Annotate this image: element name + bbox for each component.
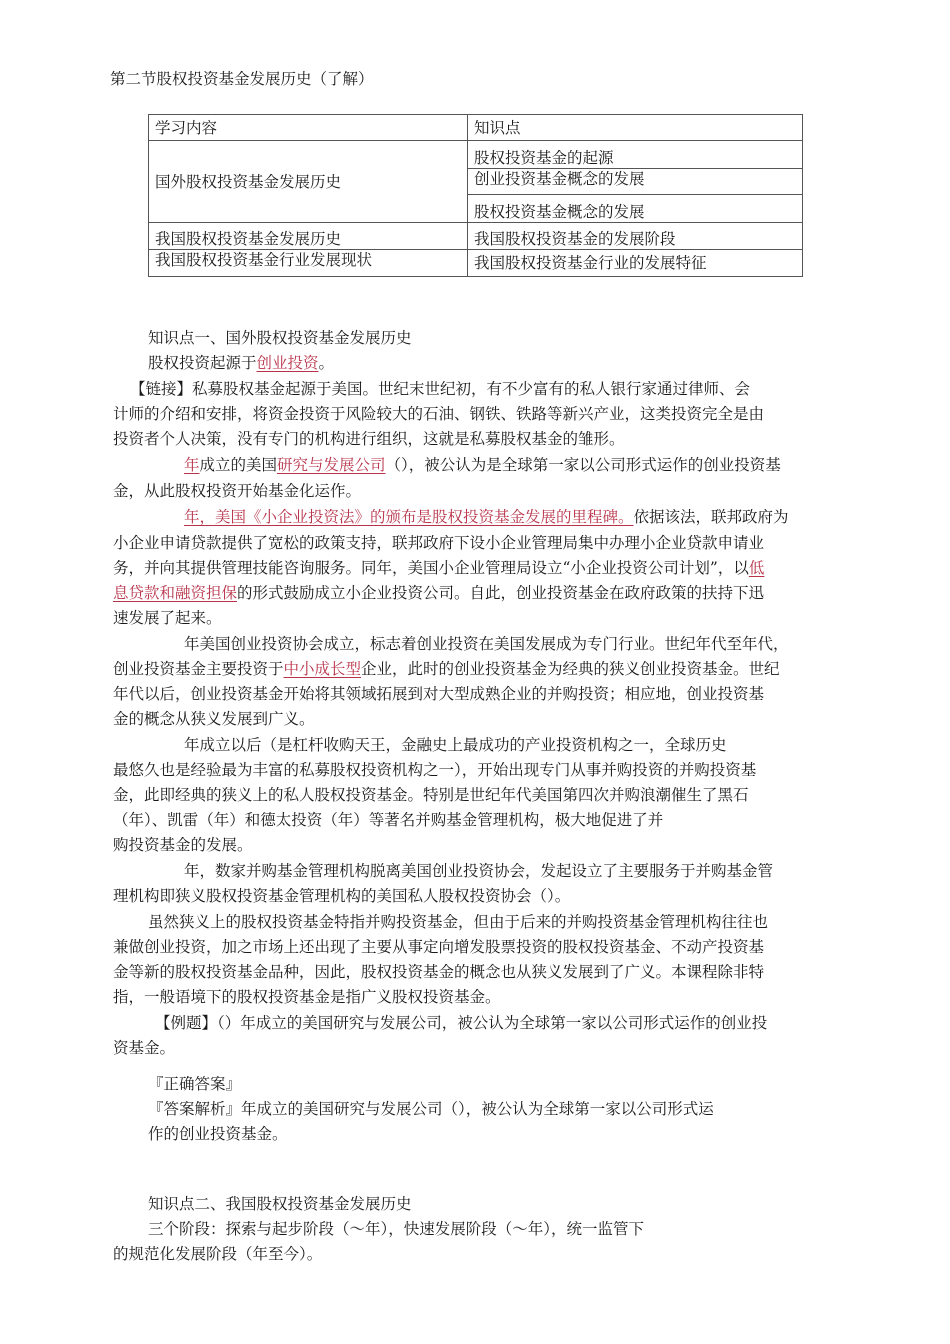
- sba-low-highlight: 低: [748, 559, 765, 577]
- nvca-line2-tail: 企业，此时的创业投资基金为经典的狭义创业投资基金。世纪: [361, 660, 780, 678]
- nvca-para-line: [113, 658, 780, 680]
- kp2-stages-line: 的规范化发展阶段（年至今）。: [113, 1245, 323, 1263]
- link-para-line: 投资者个人决策，没有专门的机构进行组织，这就是私募股权基金的雏形。: [113, 430, 625, 448]
- table-cell-china-stages: 我国股权投资基金的发展阶段: [468, 223, 803, 250]
- table-header-study-content: 学习内容: [149, 115, 468, 141]
- table-header-knowledge-point: 知识点: [468, 115, 803, 141]
- nvca-smb-highlight: 中小成长型: [283, 660, 362, 678]
- table-cell-foreign-history: 国外股权投资基金发展历史: [149, 141, 468, 223]
- pegc-para-line: 理机构即狭义股权投资基金管理机构的美国私人股权投资协会（）。: [113, 887, 571, 905]
- ard-tail: （），被公认为是全球第一家以公司形式运作的创业投资基: [385, 456, 781, 474]
- sba-para-line: [184, 506, 789, 528]
- origin-prefix: 股权投资起源于: [148, 354, 257, 372]
- nvca-para-line: 年美国创业投资协会成立，标志着创业投资在美国发展成为专门行业。世纪年代至年代，: [184, 635, 789, 653]
- ard-company-highlight: 研究与发展公司: [277, 456, 386, 474]
- kkr-para-line: 购投资基金的发展。: [113, 836, 253, 854]
- sba-line4-tail: 的形式鼓励成立小企业投资公司。自此，创业投资基金在政府政策的扶持下迅: [237, 584, 765, 602]
- kp1-origin: [148, 352, 334, 374]
- broad-para-line: 指，一般语境下的股权投资基金是指广义股权投资基金。: [113, 988, 501, 1006]
- kkr-para-line: （年）、凯雷（年）和德太投资（年）等著名并购基金管理机构，极大地促进了并: [113, 811, 664, 829]
- kp1-title: 知识点一、国外股权投资基金发展历史: [148, 329, 412, 347]
- study-content-table: [148, 114, 803, 277]
- ard-year-highlight: 年: [184, 456, 200, 474]
- table-cell-pe-concept: 股权投资基金概念的发展: [468, 195, 803, 223]
- broad-para-line: 兼做创业投资，加之市场上还出现了主要从事定向增发股票投资的股权投资基金、不动产投资基: [113, 938, 765, 956]
- link-para-line: 计师的介绍和安排，将资金投资于风险较大的石油、钢铁、铁路等新兴产业，这类投资完全是由: [113, 405, 765, 423]
- kp2-title: 知识点二、我国股权投资基金发展历史: [148, 1195, 412, 1213]
- nvca-line2-pre: 创业投资基金主要投资于: [113, 660, 284, 678]
- kkr-para-line: 年成立以后（是杠杆收购天王，金融史上最成功的产业投资机构之一，全球历史: [184, 736, 727, 754]
- nvca-para-line: 金的概念从狭义发展到广义。: [113, 710, 315, 728]
- pegc-para-line: 年，数家并购基金管理机构脱离美国创业投资协会，发起设立了主要服务于并购基金管: [184, 862, 774, 880]
- nvca-para-line: 年代以后，创业投资基金开始将其领域拓展到对大型成熟企业的并购投资；相应地，创业投资基: [113, 685, 765, 703]
- analysis-line: 『答案解析』年成立的美国研究与发展公司（），被公认为全球第一家以公司形式运: [148, 1100, 714, 1118]
- broad-para-line: 虽然狭义上的股权投资基金特指并购投资基金，但由于后来的并购投资基金管理机构往往也: [148, 913, 769, 931]
- ard-para-line: 金，从此股权投资开始基金化运作。: [113, 482, 362, 500]
- analysis-line: 作的创业投资基金。: [148, 1125, 288, 1143]
- ard-para-line: [184, 454, 781, 476]
- table-cell-china-features: 我国股权投资基金行业的发展特征: [468, 250, 803, 277]
- table-cell-china-status: 我国股权投资基金行业发展现状: [149, 250, 468, 277]
- kkr-para-line: 金，此即经典的狭义上的私人股权投资基金。特别是世纪年代美国第四次并购浪潮催生了黑石: [113, 786, 749, 804]
- broad-para-line: 金等新的股权投资基金品种，因此，股权投资基金的概念也从狭义发展到了广义。本课程除非特: [113, 963, 765, 981]
- origin-suffix: 。: [318, 354, 335, 372]
- section-title: 第二节股权投资基金发展历史（了解）: [110, 70, 374, 88]
- kp2-stages-line: 三个阶段：探索与起步阶段（～年），快速发展阶段（～年），统一监管下: [148, 1220, 645, 1238]
- table-cell-origin: 股权投资基金的起源: [468, 141, 803, 169]
- table-cell-vc-concept: 创业投资基金概念的发展: [468, 169, 803, 195]
- origin-highlight: 创业投资: [256, 354, 319, 372]
- sba-para-line: 速发展了起来。: [113, 609, 222, 627]
- sba-para-line: [113, 582, 764, 604]
- sba-milestone-highlight: 年，美国《小企业投资法》的颁布是股权投资基金发展的里程碑。: [184, 508, 634, 526]
- table-cell-china-history: 我国股权投资基金发展历史: [149, 223, 468, 250]
- sba-tail: 依据该法，联邦政府为: [633, 508, 789, 526]
- sba-para-line: 小企业申请贷款提供了宽松的政策支持，联邦政府下设小企业管理局集中办理小企业贷款申请业: [113, 534, 765, 552]
- example-line: 资基金。: [113, 1039, 176, 1057]
- ard-mid: 成立的美国: [199, 456, 278, 474]
- kkr-para-line: 最悠久也是经验最为丰富的私募股权投资机构之一），开始出现专门从事并购投资的并购投资基: [113, 761, 757, 779]
- example-line: 【例题】（）年成立的美国研究与发展公司，被公认为全球第一家以公司形式运作的创业投: [155, 1014, 768, 1032]
- sba-line3: 务，并向其提供管理技能咨询服务。同年，美国小企业管理局设立“小企业投资公司计划”，以: [113, 559, 749, 577]
- answer-label: 『正确答案』: [148, 1075, 242, 1093]
- sba-para-line: [113, 557, 764, 579]
- sba-loan-highlight: 息贷款和融资担保: [113, 584, 238, 602]
- link-para-line: 【链接】私募股权基金起源于美国。世纪末世纪初，有不少富有的私人银行家通过律师、会: [130, 380, 751, 398]
